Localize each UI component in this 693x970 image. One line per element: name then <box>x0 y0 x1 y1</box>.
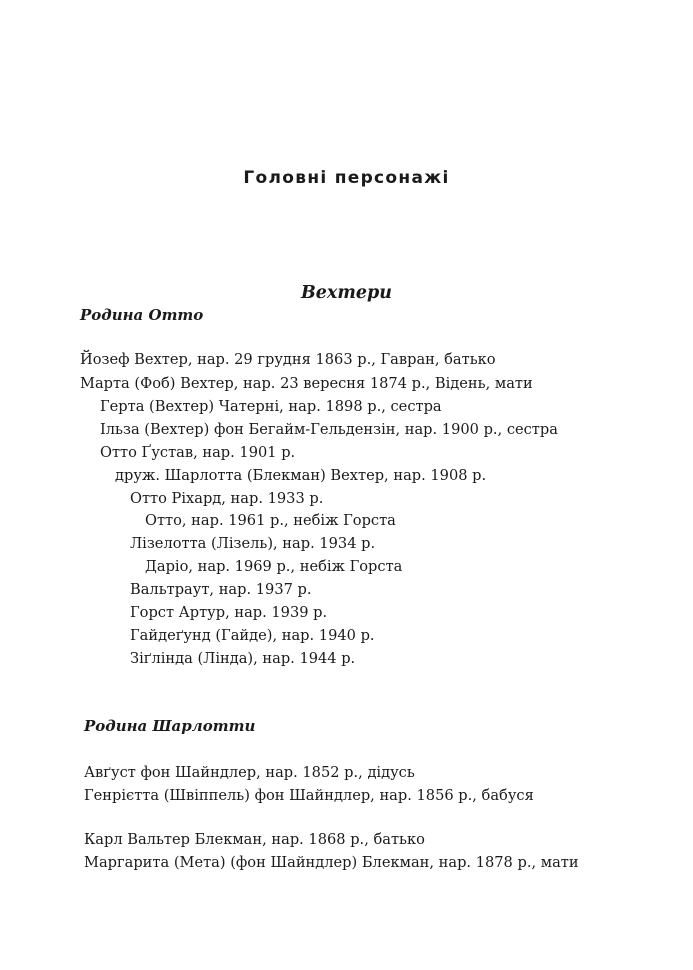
page-title: Головні персонажі <box>243 168 450 188</box>
entry-otto-richard: Отто Ріхард, нар. 1933 р. <box>130 490 324 507</box>
entry-ilse-wachter: Ільза (Вехтер) фон Бегайм-Гельдензін, нар. 1900 р., сестра <box>100 421 558 438</box>
entry-waltraut: Вальтраут, нар. 1937 р. <box>130 581 312 598</box>
entry-august-schindler: Авґуст фон Шайндлер, нар. 1852 р., дідусь <box>84 764 415 781</box>
entry-otto-gustav: Отто Ґустав, нар. 1901 р. <box>100 444 296 461</box>
entry-josef-wachter: Йозеф Вехтер, нар. 29 грудня 1863 р., Гавран, батько <box>80 351 496 368</box>
entry-henriette-schindler: Генрієтта (Швіппель) фон Шайндлер, нар. 1856 р., бабуся <box>84 787 534 804</box>
entry-dario: Даріо, нар. 1969 р., небіж Горста <box>145 558 403 575</box>
entry-herta-chaterni: Герта (Вехтер) Чатерні, нар. 1898 р., сестра <box>100 398 442 415</box>
entry-martha-wachter: Марта (Фоб) Вехтер, нар. 23 вересня 1874 р., Відень, мати <box>80 375 533 392</box>
subheading-charlotte-family: Родина Шарлотти <box>84 717 256 735</box>
entry-margarete-bleckmann: Маргарита (Мета) (фон Шайндлер) Блекман, нар. 1878 р., мати <box>84 854 579 871</box>
subheading-otto-family: Родина Отто <box>80 306 204 324</box>
entry-horst-artur: Горст Артур, нар. 1939 р. <box>130 604 328 621</box>
entry-heidegund: Гайдеґунд (Гайде), нар. 1940 р. <box>130 627 375 644</box>
section-title-wachters: Вехтери <box>301 283 392 303</box>
entry-otto-grandson: Отто, нар. 1961 р., небіж Горста <box>145 512 396 529</box>
entry-liselotte: Лізелотта (Лізель), нар. 1934 р. <box>130 535 376 552</box>
entry-charlotte-spouse: друж. Шарлотта (Блекман) Вехтер, нар. 1908 р. <box>115 467 487 484</box>
entry-karl-walter-bleckmann: Карл Вальтер Блекман, нар. 1868 р., батько <box>84 831 425 848</box>
entry-sieglinde: Зіґлінда (Лінда), нар. 1944 р. <box>130 650 356 667</box>
